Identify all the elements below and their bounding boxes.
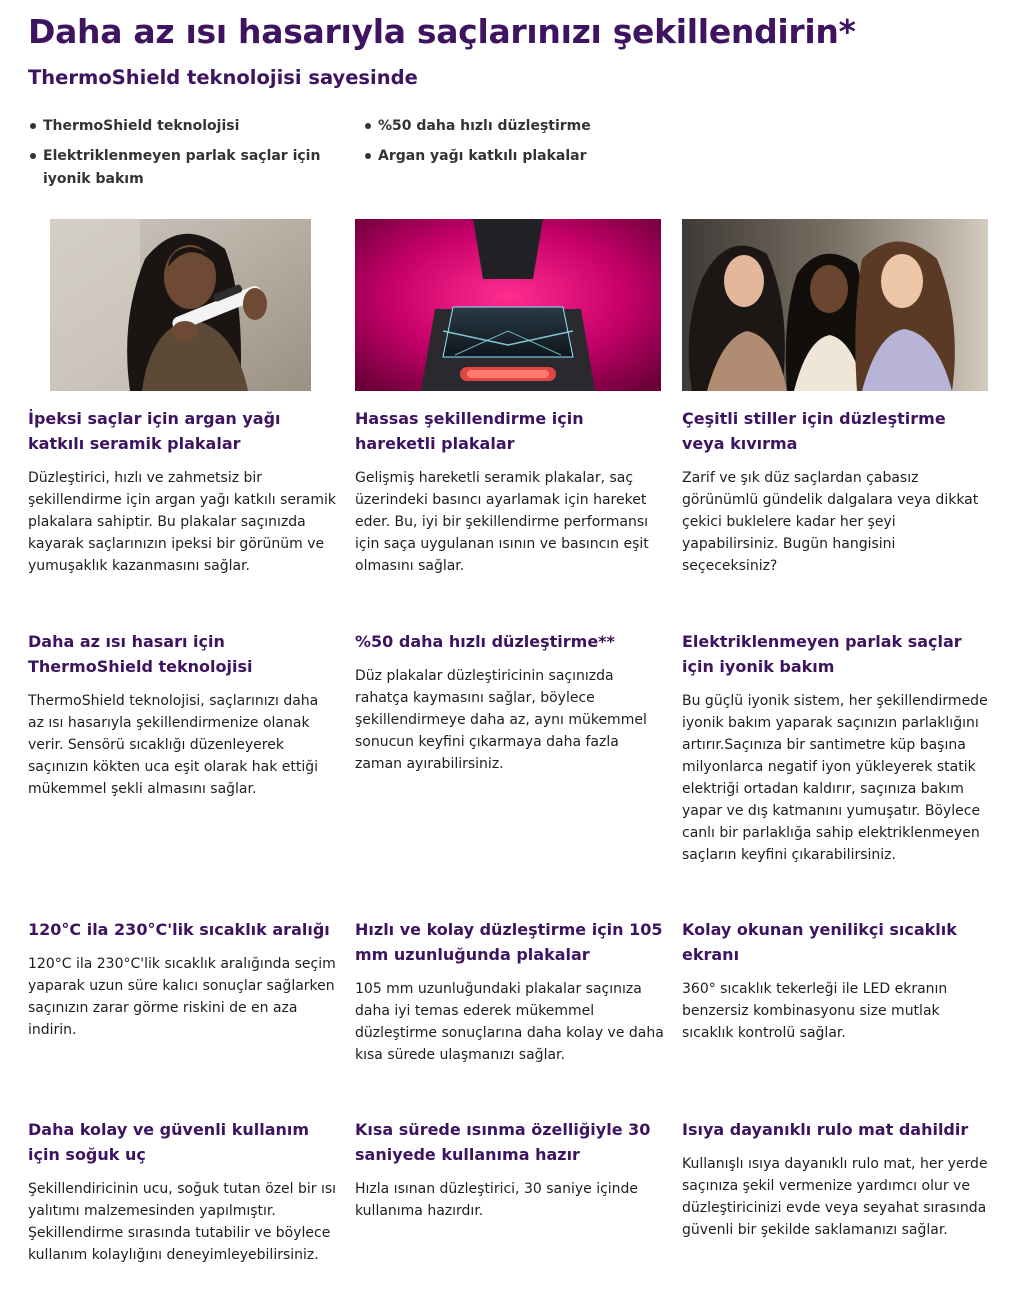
feature-description: 360° sıcaklık tekerleği ile LED ekranın benzersiz kombinasyonu size mutlak sıcaklık kontrolü sağlar. bbox=[682, 981, 948, 1041]
page-subtitle: ThermoShield teknolojisi sayesinde bbox=[28, 66, 418, 89]
feature-cool-tip bbox=[28, 1117, 338, 1266]
bullet-item: ThermoShield teknolojisi bbox=[28, 115, 348, 138]
bullet-item: Elektriklenmeyen parlak saçlar için iyonik bakım bbox=[28, 145, 348, 191]
feature-title: Çeşitli stiller için düzleştirme veya kıvırma bbox=[682, 409, 946, 453]
bullet-item: Argan yağı katkılı plakalar bbox=[363, 145, 643, 168]
feature-title: Elektriklenmeyen parlak saçlar için iyonik bakım bbox=[682, 632, 962, 676]
feature-title: %50 daha hızlı düzleştirme** bbox=[355, 632, 615, 651]
feature-description: 105 mm uzunluğundaki plakalar saçınıza daha iyi temas ederek mükemmel düzleştirme sonuçlarına daha kolay ve daha kısa sürede ulaşmanızı sağlar. bbox=[355, 981, 664, 1063]
feature-description: Kullanışlı ısıya dayanıklı rulo mat, her yerde saçınıza şekil vermenize yardımcı olur ve düzleştiricinizi evde veya seyahat sırasında güvenli bir şekilde saklamanızı sağlar. bbox=[682, 1156, 988, 1238]
feature-straighten-or-curl bbox=[682, 406, 992, 577]
feature-long-plates bbox=[355, 917, 665, 1066]
floating-plates-image bbox=[355, 219, 661, 391]
feature-title: Kolay okunan yenilikçi sıcaklık ekranı bbox=[682, 920, 957, 964]
feature-title: Isıya dayanıklı rulo mat dahildir bbox=[682, 1120, 969, 1139]
feature-ionic-care bbox=[682, 629, 992, 866]
feature-title: Daha kolay ve güvenli kullanım için soğuk uç bbox=[28, 1120, 310, 1164]
feature-title: 120°C ila 230°C'lik sıcaklık aralığı bbox=[28, 920, 330, 939]
feature-argan-plates bbox=[28, 406, 338, 577]
feature-description: Bu güçlü iyonik sistem, her şekillendirmede iyonik bakım yaparak saçınızın parlaklığını artırır.Saçınıza bir santimetre küp başına milyonlarca negatif iyon yükleyerek statik elektriği ortadan kaldırır, saçınıza bakım yapar ve dış katmanını yumuşatır. Böylece canlı bir parlaklığa sahip elektriklenmeyen saçların keyfini çıkarabilirsiniz. bbox=[682, 693, 988, 863]
feature-description: Zarif ve şık düz saçlardan çabasız görünümlü gündelik dalgalara veya dikkat çekici buklelere kadar her şeyi yapabilirsiniz. Bugün hangisini seçeceksiniz? bbox=[682, 470, 979, 574]
feature-title: Hassas şekillendirme için hareketli plakalar bbox=[355, 409, 584, 453]
feature-description: ThermoShield teknolojisi, saçlarınızı daha az ısı hasarıyla şekillendirmenize olanak verir. Sensörü sıcaklığı düzenleyerek saçınızın kökten uca eşit olarak hak ettiği mükemmel şekli almasını sağlar. bbox=[28, 693, 319, 797]
feature-description: Düz plakalar düzleştiricinin saçınızda rahatça kaymasını sağlar, böylece şekillendirmeye daha az, aynı mükemmel sonucun keyfini çıkarmaya daha fazla zaman ayırabilirsiniz. bbox=[355, 668, 647, 772]
feature-description: Hızla ısınan düzleştirici, 30 saniye içinde kullanıma hazırdır. bbox=[355, 1181, 639, 1219]
feature-temperature-range bbox=[28, 917, 338, 1041]
feature-title: Hızlı ve kolay düzleştirme için 105 mm uzunluğunda plakalar bbox=[355, 920, 663, 964]
feature-heat-mat bbox=[682, 1117, 992, 1241]
feature-title: İpeksi saçlar için argan yağı katkılı seramik plakalar bbox=[28, 409, 281, 453]
bullet-item: %50 daha hızlı düzleştirme bbox=[363, 115, 643, 138]
page-title: Daha az ısı hasarıyla saçlarınızı şekillendirin* bbox=[28, 12, 856, 51]
three-women-curly-hair-image bbox=[682, 219, 988, 391]
feature-fast-heat-up bbox=[355, 1117, 665, 1222]
feature-title: Kısa sürede ısınma özelliğiyle 30 saniyede kullanıma hazır bbox=[355, 1120, 651, 1164]
feature-thermoshield bbox=[28, 629, 338, 800]
feature-description: Düzleştirici, hızlı ve zahmetsiz bir şekillendirme için argan yağı katkılı seramik plakalara sahiptir. Bu plakalar saçınızda kayarak saçlarınızın ipeksi bir görünüm ve yumuşaklık kazanmasını sağlar. bbox=[28, 470, 336, 574]
feature-temperature-display bbox=[682, 917, 992, 1044]
feature-description: Gelişmiş hareketli seramik plakalar, saç üzerindeki basıncı ayarlamak için hareket eder. Bu, iyi bir şekillendirme performansı için saça uygulanan ısının ve basıncın eşit olmasını sağlar. bbox=[355, 470, 649, 574]
feature-title: Daha az ısı hasarı için ThermoShield teknolojisi bbox=[28, 632, 253, 676]
feature-floating-plates bbox=[355, 406, 665, 577]
woman-straightening-hair-image bbox=[50, 219, 311, 391]
feature-description: 120°C ila 230°C'lik sıcaklık aralığında seçim yaparak uzun süre kalıcı sonuçlar sağlarken saçınızın zarar görme riskini de en aza indirin. bbox=[28, 956, 336, 1038]
feature-description: Şekillendiricinin ucu, soğuk tutan özel bir ısı yalıtımı malzemesinden yapılmıştır. Şekillendirme sırasında tutabilir ve böylece kullanım kolaylığını deneyimleyebilirsiniz. bbox=[28, 1181, 337, 1263]
feature-faster-straightening bbox=[355, 629, 665, 775]
